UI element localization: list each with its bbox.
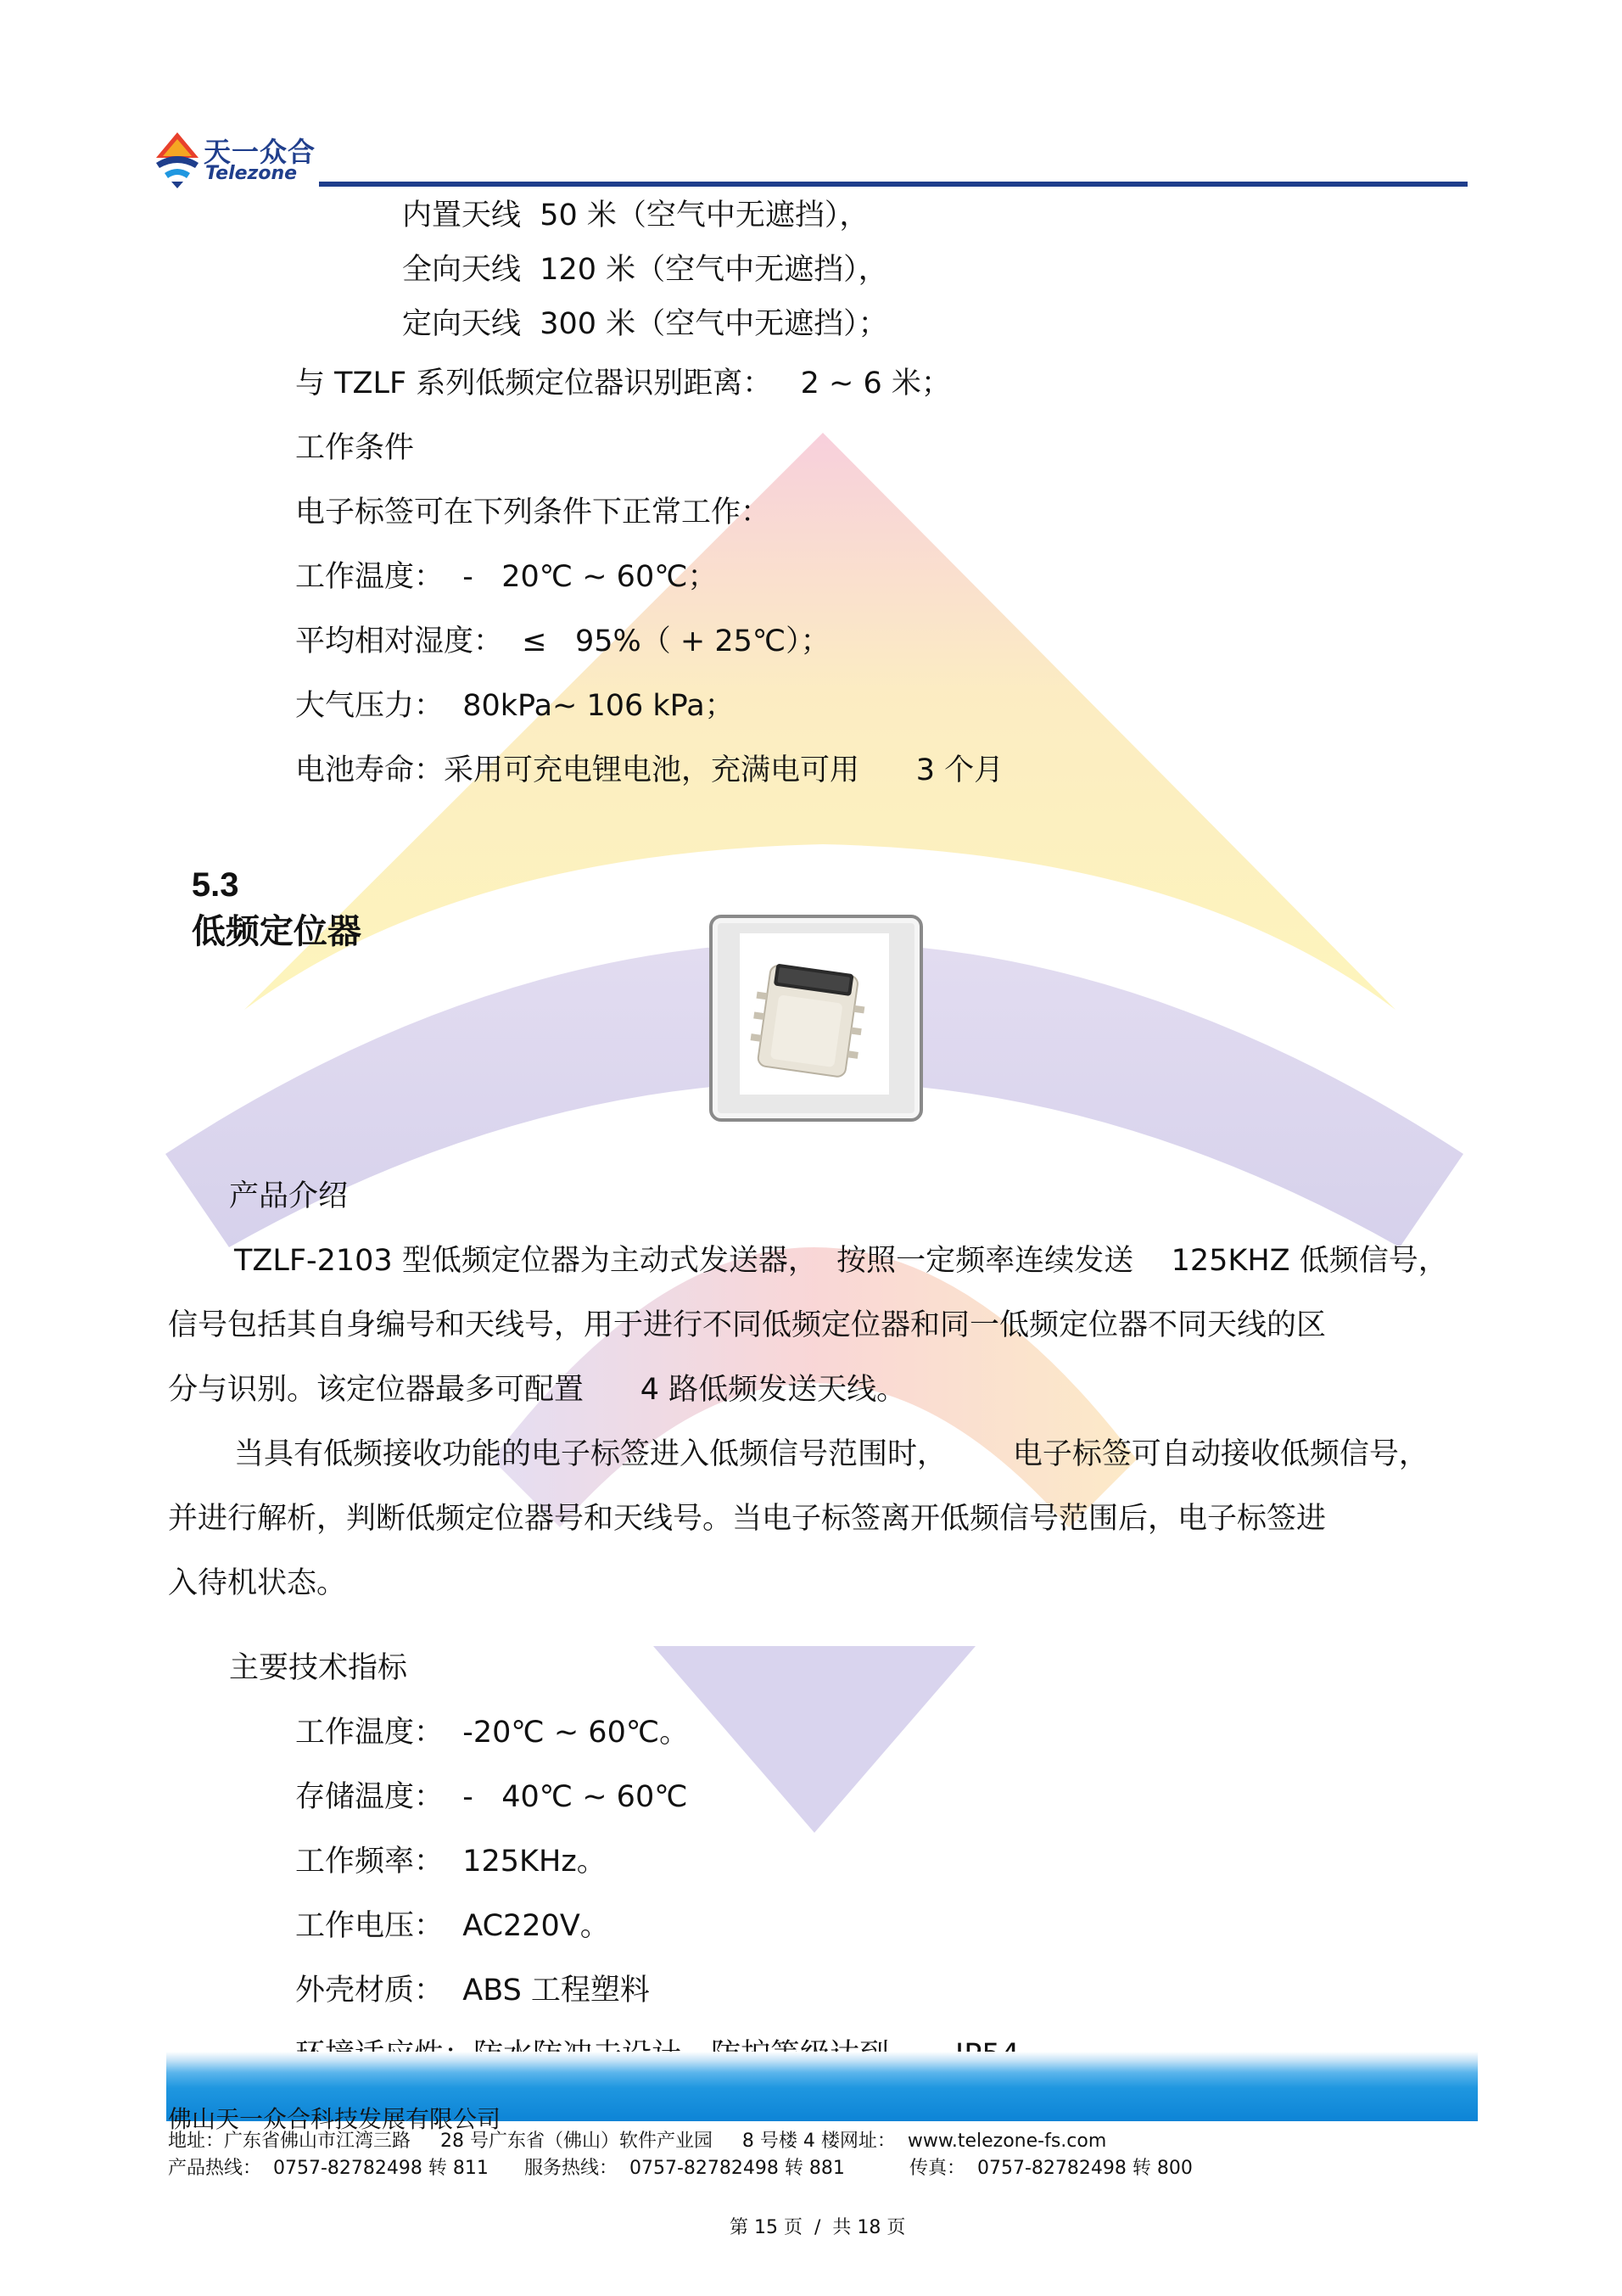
- spec-voltage: 工作电压： AC220V。: [295, 1909, 610, 1943]
- company-logo: [153, 126, 322, 193]
- product-intro-line-2: 信号包括其自身编号和天线号，用于进行不同低频定位器和同一低频定位器不同天线的区: [168, 1308, 1327, 1342]
- spec-work-temperature: 工作温度： -20℃ ~ 60℃。: [295, 1716, 690, 1750]
- section-title: 低频定位器: [191, 912, 361, 951]
- spec-housing-material: 外壳材质： ABS 工程塑料: [295, 1974, 650, 2008]
- battery-life: 电池寿命：采用可充电锂电池，充满电可用 3 个月: [295, 753, 1004, 787]
- locator-device-image: [713, 918, 913, 1112]
- footer-service-hotline: 服务热线： 0757-82782498 转 881: [524, 2158, 845, 2179]
- antenna-omni-line: 全向天线 120 米（空气中无遮挡），: [402, 253, 888, 287]
- section-number: 5.3: [191, 866, 239, 904]
- product-intro-line-1: TZLF-2103 型低频定位器为主动式发送器， 按照一定频率连续发送 125KHZ 低频信号，: [234, 1244, 1448, 1278]
- footer-fax: 传真： 0757-82782498 转 800: [909, 2158, 1193, 2179]
- antenna-internal-line: 内置天线 50 米（空气中无遮挡），: [402, 199, 870, 232]
- product-intro-title: 产品介绍: [229, 1179, 349, 1213]
- atmospheric-pressure: 大气压力： 80kPa~ 106 kPa；: [295, 689, 735, 723]
- work-temperature: 工作温度： - 20℃ ~ 60℃；: [295, 560, 718, 594]
- product-intro-line-5: 并进行解析，判断低频定位器号和天线号。当电子标签离开低频信号范围后，电子标签进: [168, 1502, 1327, 1536]
- logo-emblem-icon: [153, 129, 202, 188]
- product-photo: [709, 915, 923, 1122]
- page-number: 第 15 页 / 共 18 页: [730, 2217, 906, 2238]
- work-conditions-title: 工作条件: [295, 431, 415, 465]
- product-intro-line-6: 入待机状态。: [168, 1566, 347, 1600]
- spec-storage-temperature: 存储温度： - 40℃ ~ 60℃: [295, 1780, 688, 1814]
- work-conditions-intro: 电子标签可在下列条件下正常工作：: [295, 496, 771, 529]
- footer-company-name: 佛山天一众合科技发展有限公司: [168, 2105, 501, 2133]
- spec-frequency: 工作频率： 125KHz。: [295, 1845, 607, 1879]
- footer-address: 地址：广东省佛山市江湾三路 28 号广东省（佛山）软件产业园 8 号楼 4 楼网址： www.telezone-fs.com: [168, 2131, 1107, 2152]
- header-rule: [319, 182, 1468, 187]
- logo-chinese-name: 天一众合: [204, 136, 316, 168]
- relative-humidity: 平均相对湿度： ≤ 95%（ + 25℃）；: [295, 624, 831, 658]
- product-intro-line-3: 分与识别。该定位器最多可配置 4 路低频发送天线。: [168, 1373, 907, 1407]
- section-heading: [168, 826, 361, 953]
- recognition-distance: 与 TZLF 系列低频定位器识别距离： 2 ~ 6 米；: [295, 367, 951, 400]
- specs-title: 主要技术指标: [229, 1651, 408, 1685]
- footer-product-hotline: 产品热线： 0757-82782498 转 811: [168, 2158, 489, 2179]
- antenna-directional-line: 定向天线 300 米（空气中无遮挡）；: [402, 307, 888, 341]
- product-intro-line-4: 当具有低频接收功能的电子标签进入低频信号范围时， 电子标签可自动接收低频信号，: [234, 1437, 1429, 1471]
- logo-english-name: Telezone: [205, 163, 298, 184]
